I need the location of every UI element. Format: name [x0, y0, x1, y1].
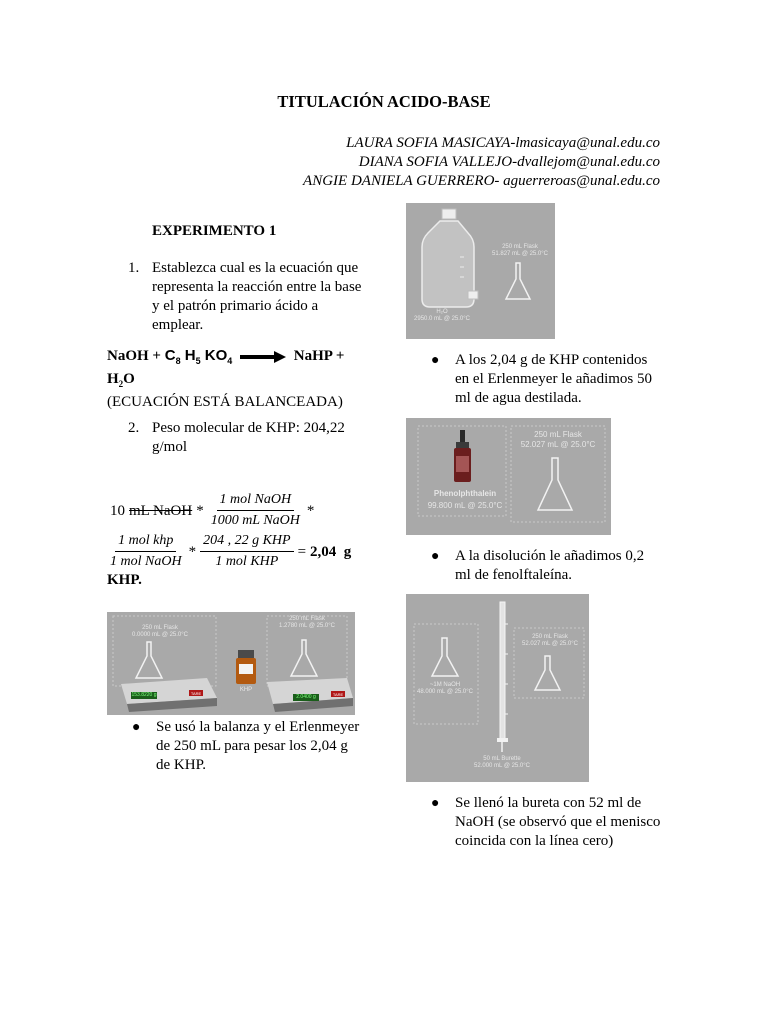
water-flask-image	[406, 203, 555, 339]
tare-button: TARE	[190, 691, 202, 696]
reactant-khp: $C_8$ $H_5$ $KO_4$	[164, 347, 233, 366]
calc-line-1	[110, 491, 370, 530]
balanced-note: (ECUACIÓN ESTÁ BALANCEADA)	[107, 394, 343, 410]
water-label: H₂O 2950.0 mL @ 25.0°C	[414, 309, 470, 322]
flask-label: 250 mL Flask 52.027 mL @ 25.0°C	[520, 430, 596, 449]
author-line: LAURA SOFIA MASICAYA-lmasicaya@unal.edu.co	[346, 135, 660, 151]
bullet-text: Se usó la balanza y el Erlenmeyer de 250 mL para pesar los 2,04 g de KHP.	[156, 719, 360, 773]
multiply-sign: *	[306, 502, 315, 519]
bullet-icon: ●	[431, 796, 440, 811]
bullet-icon: ●	[431, 353, 440, 368]
flask-label: 250 mL Flask 51.827 mL @ 25.0°C	[492, 244, 548, 257]
bullet-item	[132, 718, 364, 775]
flask-label: 250 mL Flask 52.027 mL @ 25.0°C	[522, 634, 578, 647]
bullet-text: A la disolución le añadimos 0,2 ml de fenolftaleína.	[455, 548, 645, 583]
bullet-icon: ●	[431, 549, 440, 564]
chemical-equation	[107, 347, 347, 411]
item-text: Peso molecular de KHP: 204,22 g/mol	[152, 420, 345, 455]
naoh-label: ~1M NaOH 48.000 mL @ 25.0°C	[417, 682, 473, 695]
item-text: Establezca cual es la ecuación que representa la reacción entre la base y el patrón primario ácido a emplear.	[152, 260, 362, 333]
author-list	[303, 134, 660, 191]
bullet-icon: ●	[132, 720, 141, 735]
calc-result: 2,04 g	[310, 543, 352, 560]
document-title: TITULACIÓN ACIDO-BASE	[277, 92, 491, 111]
item-number: 2.	[128, 420, 140, 436]
balance-display: 153.8220 g	[131, 692, 157, 698]
fraction-1: $\frac{\text{1 mol NaOH}}{\text{1000 mL NaOH}}$	[210, 492, 300, 528]
multiply-sign: *	[188, 543, 197, 560]
calc-value: 10	[110, 502, 125, 519]
reaction-arrow-icon	[240, 351, 286, 363]
flask-label: 250 mL Flask 0.0000 mL @ 25.0°C	[132, 625, 188, 638]
khp-label: KHP	[239, 687, 253, 693]
product-nahp: NaHP +	[293, 348, 345, 364]
author-line: ANGIE DANIELA GUERRERO- aguerreroas@unal.edu.co	[303, 173, 660, 189]
calc-result-unit: KHP.	[107, 572, 142, 588]
calc-unit-cancelled: mL NaOH	[129, 502, 193, 519]
item-number: 1.	[128, 260, 140, 276]
fraction-3: $\frac{\text{204 , 22 g KHP}}{\text{1 mol KHP}}$	[200, 532, 294, 571]
balance-khp-image	[107, 612, 355, 715]
bullet-text: Se llenó la bureta con 52 ml de NaOH (se observó que el menisco coincida con la línea cero)	[455, 795, 661, 849]
phenolphthalein-label: Phenolphthalein 99.800 mL @ 25.0°C	[427, 489, 503, 510]
numbered-item	[128, 259, 363, 335]
bullet-text: A los 2,04 g de KHP contenidos en el Erlenmeyer le añadimos 50 ml de agua destilada.	[455, 352, 653, 406]
flask-label: 250 mL Flask 1.2780 mL @ 25.0°C	[279, 616, 335, 629]
phenolphthalein-image	[406, 418, 611, 535]
numbered-item	[128, 419, 363, 457]
equals-sign: =	[297, 543, 307, 560]
stoichiometry-calculation	[107, 491, 370, 589]
calc-line-2	[107, 532, 370, 571]
tare-button: TARE	[332, 692, 344, 697]
bullet-item	[431, 547, 663, 585]
experiment-heading: EXPERIMENTO 1	[152, 223, 277, 239]
author-line: DIANA SOFIA VALLEJO-dvallejom@unal.edu.co	[358, 154, 660, 170]
bullet-item	[431, 794, 667, 851]
reactant-naoh: NaOH +	[107, 348, 161, 364]
burette-label: 50 mL Burette 52.000 mL @ 25.0°C	[474, 756, 530, 769]
fraction-2: $\frac{\text{1 mol khp}}{\text{1 mol NaOH}}$	[110, 533, 182, 569]
burette-image	[406, 594, 589, 782]
bullet-item	[431, 351, 663, 408]
product-water: $H_2O$	[107, 371, 135, 389]
balance-display: 2.0400 g	[296, 694, 316, 700]
multiply-sign: *	[196, 502, 204, 519]
